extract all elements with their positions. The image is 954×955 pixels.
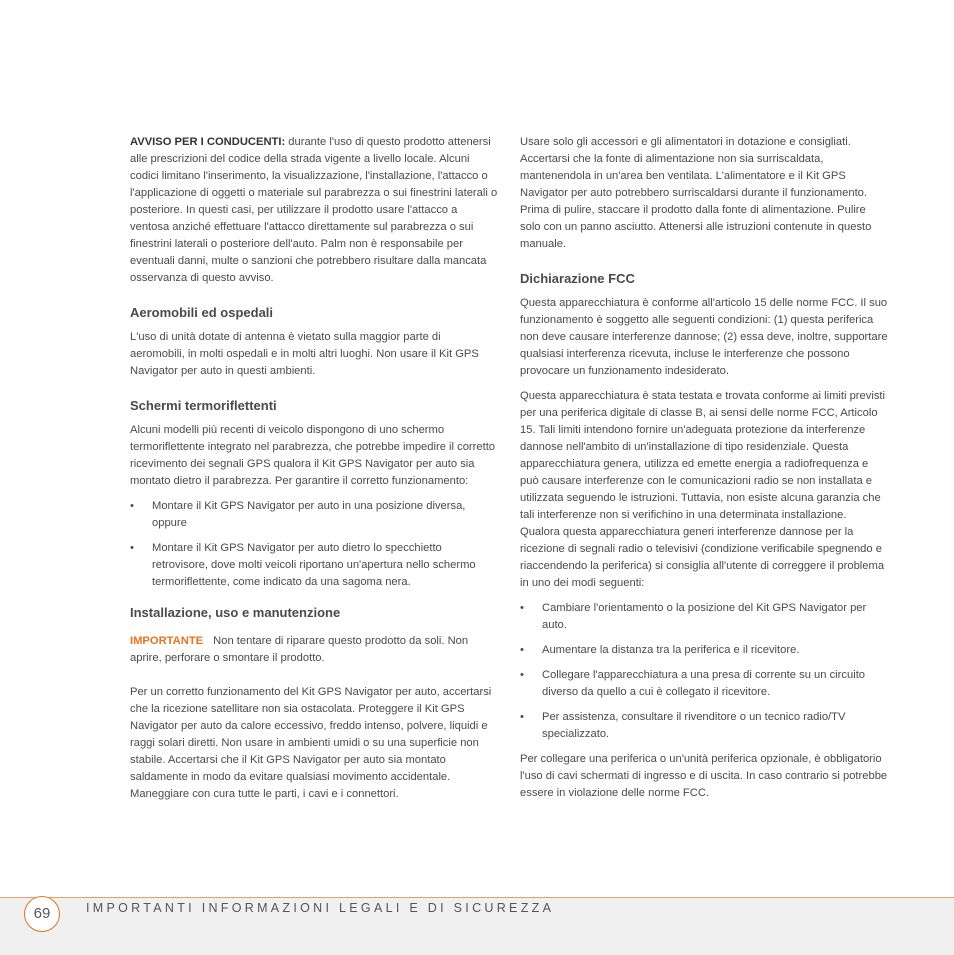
- aeromobili-text: L'uso di unità dotate di antenna è vietato sulla maggior parte di aeromobili, in molti ospedali e in molti altri luoghi. Non usare il Kit GPS Navigator per auto in questi ambienti.: [130, 331, 479, 377]
- fcc-paragraph-1: Questa apparecchiatura è conforme all'articolo 15 delle norme FCC. Il suo funzionamento è soggetto alle seguenti condizioni: (1) questa periferica non deve causare interferenze dannose; (2) essa deve, inoltre, supportare qualsiasi interferenza ricevuta, incluse le interferenze che possono provocare un funzionamento indesiderato.: [520, 297, 888, 377]
- list-item: [520, 709, 888, 743]
- heading-aeromobili: Aeromobili ed ospedali: [130, 305, 274, 320]
- footer-title: IMPORTANTI INFORMAZIONI LEGALI E DI SICUREZZA: [86, 901, 555, 915]
- bullet-icon: •: [520, 644, 524, 656]
- bullet-icon: •: [130, 500, 134, 512]
- list-item: [520, 667, 888, 701]
- schermi-text: Alcuni modelli più recenti di veicolo dispongono di uno schermo termoriflettente integrato nel parabrezza, che potrebbe impedire il corretto ricevimento dei segnali GPS qualora il Kit GPS Navigator per auto sia montato dietro il parabrezza. Per garantire il corretto funzionamento:: [130, 424, 496, 487]
- list-item: [130, 540, 498, 591]
- fcc-list: [520, 600, 888, 743]
- heading-installazione: Installazione, uso e manutenzione: [130, 605, 341, 620]
- list-item: [130, 498, 498, 532]
- avviso-text: durante l'uso di questo prodotto attenersi alle prescrizioni del codice della strada vigente a livello locale. Alcuni codici limitano l'inserimento, la visualizzazione, l'installazione, l'attacco o l'applicazione di oggetti o materiale sul parabrezza o sui finestrini laterali o posteriore. In questi casi, per utilizzare il prodotto usare l'attacco a ventosa anziché effettuare l'attacco direttamente sul parabrezza o sui finestrini laterali o posteriore dell'auto. Palm non è responsabile per eventuali danni, multe o sanzioni che potrebbero risultare dalla mancata osservanza di questo avviso.: [130, 136, 498, 284]
- list-item: [520, 600, 888, 634]
- list-item-text: Collegare l'apparecchiatura a una presa di corrente su un circuito diverso da quello a cui è collegato il ricevitore.: [542, 669, 866, 698]
- bullet-icon: •: [520, 711, 524, 723]
- list-item-text: Aumentare la distanza tra la periferica e il ricevitore.: [542, 644, 800, 656]
- right-column: [520, 134, 888, 802]
- fcc-paragraph-2: Questa apparecchiatura è stata testata e trovata conforme ai limiti previsti per una periferica digitale di classe B, ai sensi delle norme FCC, Articolo 15. Tali limiti intendono fornire un'adeguata protezione da interferenze dannose nell'ambito di un'installazione di tipo residenziale. Questa apparecchiatura genera, utilizza ed emette energia a radiofrequenza e può causare interferenze con le comunicazioni radio se non installata e utilizzata seguendo le istruzioni. Tuttavia, non esiste alcuna garanzia che tali interferenze non si verifichino in una determinata installazione. Qualora questa apparecchiatura generi interferenze dannose per la ricezione di segnali radio o televisivi (condizione verificabile spegnendo e riaccendendo la periferica) si consiglia all'utente di correggere il problema in uno dei modi seguenti:: [520, 390, 886, 589]
- important-text: Non tentare di riparare questo prodotto da soli. Non aprire, perforare o smontare il prodotto.: [130, 635, 469, 664]
- bullet-icon: •: [130, 542, 134, 554]
- list-item-text: Per assistenza, consultare il rivenditore o un tecnico radio/TV specializzato.: [542, 711, 846, 740]
- installazione-text: Per un corretto funzionamento del Kit GPS Navigator per auto, accertarsi che la ricezione satellitare non sia ostacolata. Proteggere il Kit GPS Navigator per auto da calore eccessivo, freddo intenso, polvere, liquidi e raggi solari diretti. Non usare in ambienti umidi o su una superficie non stabile. Accertarsi che il Kit GPS Navigator per auto sia montato saldamente in modo da evitare qualsiasi movimento accidentale. Maneggiare con cura tutte le parti, i cavi e i connettori.: [130, 686, 492, 800]
- list-item-text: Montare il Kit GPS Navigator per auto dietro lo specchietto retrovisore, dove molti veicoli riportano un'apertura nello schermo termoriflettente, come indicato da una sagoma nera.: [152, 542, 476, 588]
- page-number: 69: [24, 896, 60, 932]
- heading-schermi: Schermi termoriflettenti: [130, 398, 277, 413]
- heading-fcc: Dichiarazione FCC: [520, 271, 635, 286]
- important-paragraph: [130, 633, 498, 667]
- left-column: [130, 134, 498, 803]
- fcc-paragraph-3: Per collegare una periferica o un'unità periferica opzionale, è obbligatorio l'uso di cavi schermati di ingresso e di uscita. In caso contrario si potrebbe essere in violazione delle norme FCC.: [520, 753, 888, 799]
- accessori-text: Usare solo gli accessori e gli alimentatori in dotazione e consigliati. Accertarsi che la fonte di alimentazione non sia surriscaldata, mantenendola in un'area ben ventilata. L'alimentatore e il Kit GPS Navigator per auto potrebbero surriscaldarsi durante il funzionamento. Prima di pulire, staccare il prodotto dalla fonte di alimentazione. Pulire solo con un panno asciutto. Attenersi alle istruzioni contenute in questo manuale.: [520, 136, 872, 250]
- list-item: [520, 642, 888, 659]
- avviso-paragraph: [130, 134, 498, 287]
- list-item-text: Cambiare l'orientamento o la posizione del Kit GPS Navigator per auto.: [542, 602, 867, 631]
- bullet-icon: •: [520, 669, 524, 681]
- list-item-text: Montare il Kit GPS Navigator per auto in una posizione diversa, oppure: [152, 500, 466, 529]
- avviso-lead: AVVISO PER I CONDUCENTI:: [130, 136, 286, 148]
- important-label: IMPORTANTE: [130, 635, 204, 647]
- bullet-icon: •: [520, 602, 524, 614]
- schermi-list: [130, 498, 498, 591]
